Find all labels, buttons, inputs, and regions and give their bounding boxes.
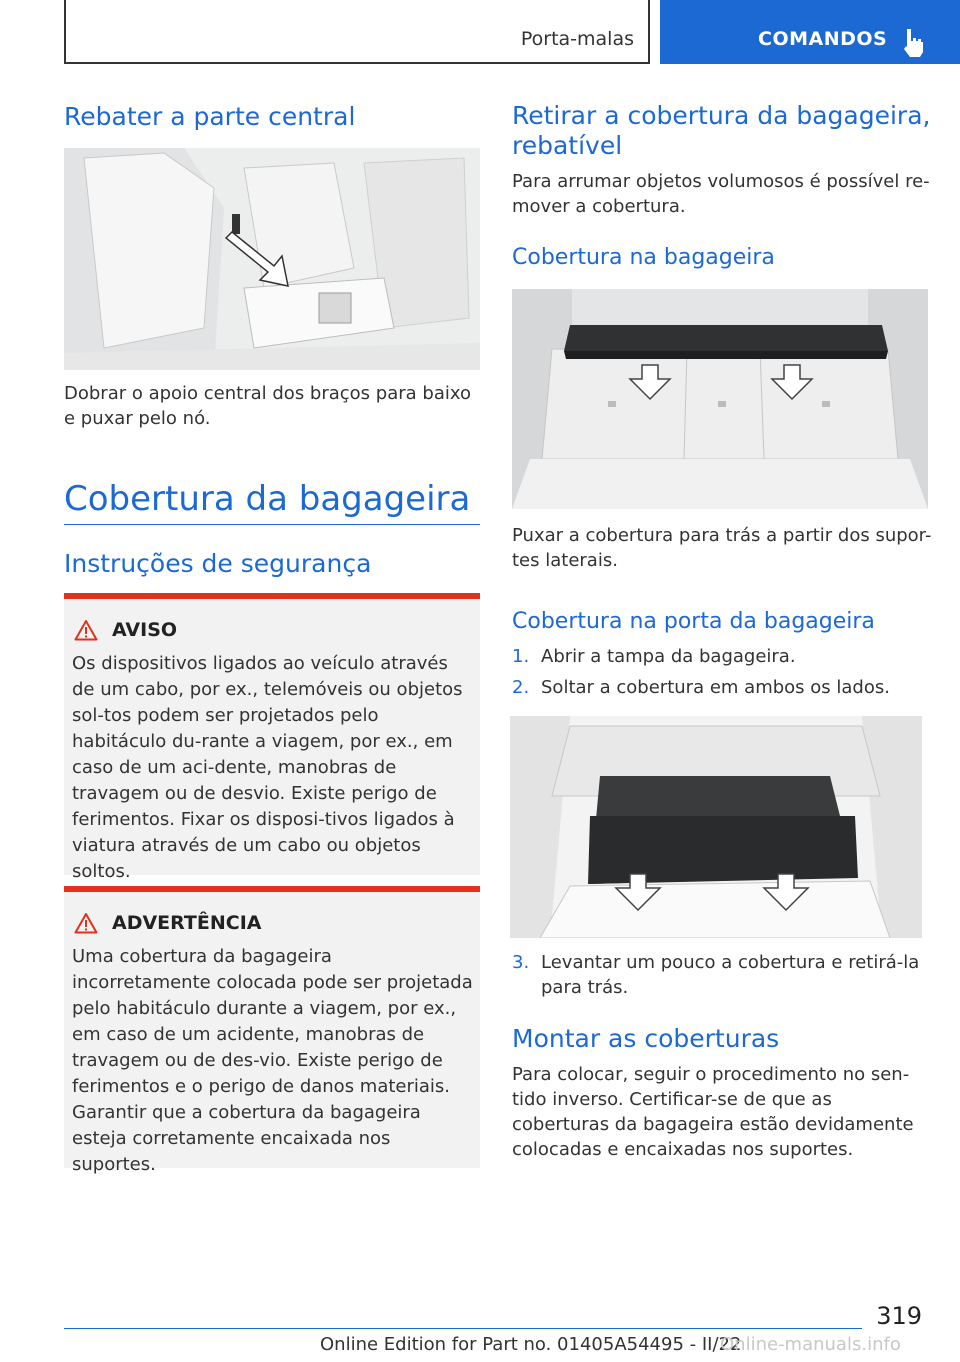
cover-heading: Cobertura da bagageira	[64, 479, 471, 519]
chapter-title: COMANDOS	[758, 28, 888, 50]
page-number: 319	[876, 1302, 922, 1330]
header-section-box	[64, 0, 650, 64]
footer-rule	[64, 1328, 862, 1329]
warning-box-advertencia	[64, 886, 480, 1175]
warning-text: Os dispositivos ligados ao veículo através de um cabo, por ex., telemóveis ou objetos sol-tos podem ser projetados pelo habitáculo du-rante a viagem, por ex., em caso de um aci-dente, manobras de travagem ou de desvio. Existe perigo de ferimentos. Fixar os disposi-tivos ligados à viatura através de um cabo ou objetos soltos.	[72, 653, 463, 882]
warning-title: AVISO	[112, 619, 178, 641]
warning-header	[74, 912, 262, 934]
mount-covers-text: Para colocar, seguir o procedimento no sen-tido inverso. Certificar-se de que as coberturas da bagageira estão devidamente colocadas e encaixadas nos suportes.	[512, 1064, 914, 1160]
luggage-cover-text: Puxar a cobertura para trás a partir dos supor-tes laterais.	[512, 525, 932, 571]
warning-box-aviso	[64, 593, 480, 882]
chapter-tab[interactable]	[660, 0, 960, 64]
section-title: Porta-malas	[520, 28, 634, 50]
warning-triangle-icon	[74, 912, 98, 934]
tailgate-cover-figure	[510, 716, 922, 938]
list-number: 2.	[512, 677, 530, 698]
list-number: 1.	[512, 646, 530, 667]
luggage-cover-heading: Cobertura na bagageira	[512, 245, 775, 270]
list-text: Levantar um pouco a cobertura e retirá-la para trás.	[541, 952, 920, 998]
safety-heading: Instruções de segurança	[64, 549, 372, 578]
warning-header	[74, 619, 177, 641]
remove-cover-heading: Retirar a cobertura da bagageira, rebatível	[512, 101, 931, 160]
remove-cover-text: Para arrumar objetos volumosos é possível re-mover a cobertura.	[512, 171, 930, 217]
mount-covers-heading: Montar as coberturas	[512, 1024, 780, 1053]
rear-seat-armrest-figure	[64, 148, 480, 370]
warning-title: ADVERTÊNCIA	[112, 912, 262, 934]
footer-watermark: Online-manuals.info	[720, 1334, 901, 1355]
warning-triangle-icon	[74, 619, 98, 641]
center-section-text: Dobrar o apoio central dos braços para baixo e puxar pelo nó.	[64, 383, 471, 429]
heading-rule	[64, 524, 480, 525]
luggage-cover-figure	[512, 289, 928, 509]
door-cover-heading: Cobertura na porta da bagageira	[512, 609, 875, 634]
list-text: Abrir a tampa da bagageira.	[541, 646, 796, 667]
list-text: Soltar a cobertura em ambos os lados.	[541, 677, 890, 698]
list-number: 3.	[512, 952, 530, 973]
center-section-heading: Rebater a parte central	[64, 102, 356, 131]
footer-edition: Online Edition for Part no. 01405A54495 - II/22	[320, 1334, 742, 1355]
pointing-hand-icon	[900, 26, 928, 58]
warning-text: Uma cobertura da bagageira incorretamente colocada pode ser projetada pelo habitáculo durante a viagem, por ex., em caso de um acidente, manobras de travagem ou de des-vio. Existe perigo de ferimentos e o perigo de danos materiais. Garantir que a cobertura da bagageira esteja corretamente encaixada nos suportes.	[72, 946, 473, 1175]
